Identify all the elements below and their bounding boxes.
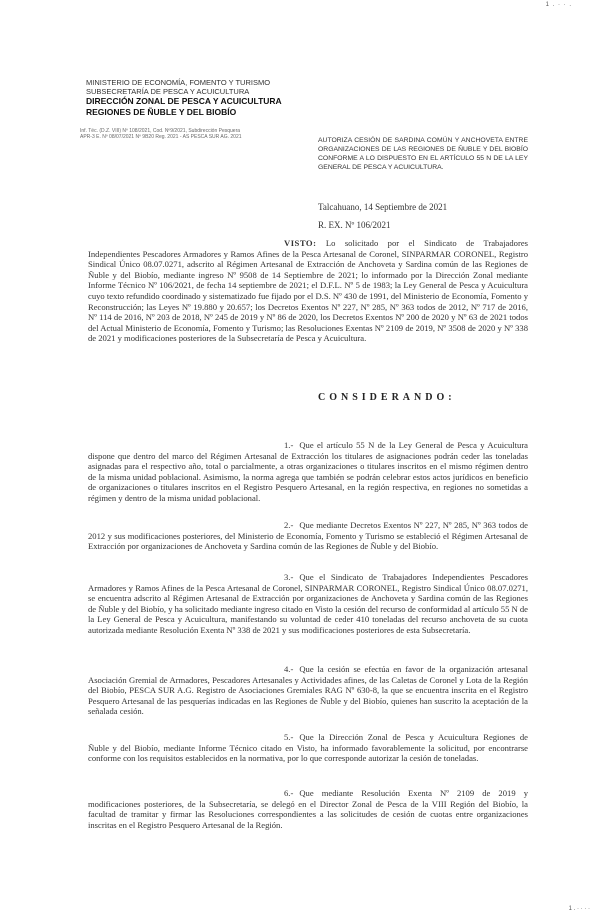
considerando-number: 5.- (284, 732, 294, 742)
considerando-text: Que mediante Decretos Exentos Nº 227, Nº 285, Nº 363 todos de 2012 y sus modificaciones posteriores, del Ministerio de Economía, Fomento y Turismo se estableció el Régimen Artesanal de Extracción por organizaciones de Anchoveta y Sardina común de las Regiones de Ñuble y del Biobío. (88, 520, 528, 552)
reference-line-1: Inf. Téc. (D.Z. VIII) Nº 108/2021, Cod. Nº9/2021, Subdirección Pesquera (80, 128, 241, 134)
considerando-number: 3.- (284, 572, 294, 582)
page-mark-bottom: 1 . · · · · (568, 906, 590, 912)
considerando-3 (88, 572, 528, 636)
letterhead-subsecretariat: SUBSECRETARÍA DE PESCA Y ACUICULTURA (86, 87, 250, 96)
considerando-number: 4.- (284, 664, 294, 674)
place-date: Talcahuano, 14 Septiembre de 2021 (318, 202, 448, 212)
considerando-text: Que la Dirección Zonal de Pesca y Acuicultura Regiones de Ñuble y del Biobío, mediante Informe Técnico citado en Visto, ha informado favorablemente la solicitud, por encontrarse conforme con los requisitos establecidos en la normativa, por lo que corresponde autorizar la cesión de toneladas. (88, 732, 528, 764)
considerando-number: 2.- (284, 520, 294, 530)
considerando-text: Que la cesión se efectúa en favor de la organización artesanal Asociación Gremial de Armadores, Pescadores Artesanales y Actividades afines, de las Caletas de Coronel y Lota de la Región del Biobío, PESCA SUR A.G. Registro de Asociaciones Gremiales RAG Nº 630-8, la que se encuentra inscrita en el Registro Pesquero Artesanal de las pesquerías indicadas en las Regiones de Ñuble y del Biobío, quienes han suscrito la aceptación de la señalada cesión. (88, 664, 528, 717)
resolution-number: R. EX. Nº 106/2021 (318, 220, 391, 230)
considerando-5 (88, 732, 528, 764)
considerando-4 (88, 664, 528, 717)
reference-line-2: APR-3 E. Nº 08/07/2021 Nº 9B20 Reg. 2021 - AS PESCA SUR AG. 2021 (80, 134, 242, 140)
considerando-title: CONSIDERANDO: (318, 392, 456, 403)
considerando-text: Que mediante Resolución Exenta Nº 2109 de 2019 y modificaciones posteriores, de la Subsecretaría, se delegó en el Director Zonal de Pesca de la VIII Región del Biobío, la facultad de tramitar y firmar las Resoluciones correspondientes a las solicitudes de cesión de cuotas entre organizaciones inscritas en el Registro Pesquero Artesanal de la Región. (88, 788, 528, 830)
considerando-1 (88, 440, 528, 504)
letterhead-ministry: MINISTERIO DE ECONOMÍA, FOMENTO Y TURISMO (86, 78, 271, 87)
visto-label: VISTO: (284, 238, 317, 248)
page-mark-top: 1 . · · . (545, 2, 572, 8)
considerando-number: 1.- (284, 440, 294, 450)
considerando-text: Que el artículo 55 N de la Ley General de Pesca y Acuicultura dispone que dentro del marco del Régimen Artesanal de Extracción los titulares de asignaciones podrán ceder las toneladas asignadas para el respectivo año, total o parcialmente, a otras organizaciones o titulares inscritos en el mismo régimen dentro de la misma unidad poblacional. Asimismo, la norma agrega que también se podrán celebrar estos actos jurídicos en beneficio de organizaciones o titulares inscritos en el Registro Pesquero Artesanal, en la región respectiva, en regiones no sometidas a régimen y dentro de la misma unidad poblacional. (88, 440, 528, 503)
considerando-number: 6.- (284, 788, 294, 798)
visto-paragraph (88, 238, 528, 344)
considerando-text: Que el Sindicato de Trabajadores Independientes Pescadores Armadores y Ramos Afines de la Pesca Artesanal de Coronel, SINPARMAR CORONEL, Registro Sindical Único 08.07.0271, se encuentra adscrito al Régimen Artesanal de Extracción por organizaciones de Anchoveta y Sardina común de las Regiones de Ñuble y del Biobío, y ha solicitado mediante ingreso citado en Visto la cesión del recurso de conformidad al artículo 55 N de la Ley General de Pesca y Acuicultura, manifestando su voluntad de ceder 410 toneladas del recurso anchoveta de su cuota autorizada mediante Resolución Exenta Nº 338 de 2021 y sus modificaciones posteriores de esta Subsecretaría. (88, 572, 528, 635)
considerando-6 (88, 788, 528, 830)
resolution-subject: AUTORIZA CESIÓN DE SARDINA COMÚN Y ANCHOVETA ENTRE ORGANIZACIONES DE LAS REGIONES DE ÑUBLE Y DEL BIOBÍO CONFORME A LO DISPUESTO EN EL ARTÍCULO 55 N DE LA LEY GENERAL DE PESCA Y ACUICULTURA. (318, 137, 528, 171)
reference-lines (80, 128, 280, 140)
visto-text: Lo solicitado por el Sindicato de Trabajadores Independientes Pescadores Armadores y Ramos Afines de la Pesca Artesanal de Coronel, SINPARMAR CORONEL, Registro Sindical Único 08.07.0271, adscrito al Régimen Artesanal de Extracción de Anchoveta y Sardina común de las Regiones de Ñuble y del Biobío, mediante ingreso Nº 9508 de 14 Septiembre de 2021; lo informado por la Dirección Zonal mediante Informe Técnico Nº 106/2021, de fecha 14 septiembre de 2021; el D.F.L. Nº 5 de 1983; la Ley General de Pesca y Acuicultura cuyo texto refundido coordinado y sistematizado fue fijado por el D.S. Nº 430 de 1991, del Ministerio de Economía, Fomento y Reconstrucción; las Leyes Nº 19.880 y 20.657; los Decretos Exentos Nº 227, Nº 285, Nº 363 todos de 2012, Nº 717 de 2016, Nº 114 de 2016, Nº 203 de 2018, Nº 245 de 2019 y Nº 86 de 2020, los Decretos Exentos Nº 200 de 2020 y Nº 63 de 2021 todos del Actual Ministerio de Economía, Fomento y Turismo; las Resoluciones Exentas Nº 2109 de 2019, Nº 3508 de 2020 y Nº 338 de 2021 y modificaciones posteriores de la Subsecretaría de Pesca y Acuicultura. (88, 238, 528, 344)
letterhead-regions: REGIONES DE ÑUBLE Y DEL BIOBÍO (86, 106, 237, 117)
letterhead-direction: DIRECCIÓN ZONAL DE PESCA Y ACUICULTURA (86, 96, 282, 106)
considerando-2 (88, 520, 528, 552)
letterhead (86, 78, 282, 117)
